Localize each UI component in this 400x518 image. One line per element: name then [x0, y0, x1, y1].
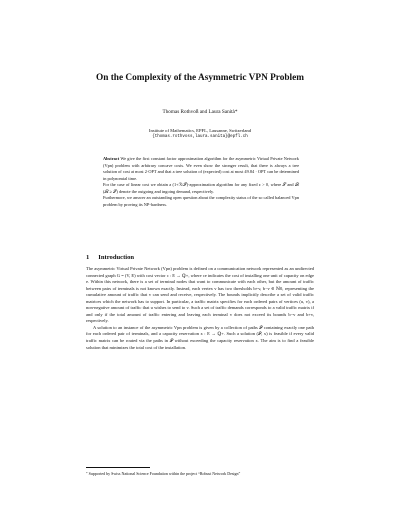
affiliation: Institute of Mathematics, EPFL, Lausanne, Switzerland: [148, 128, 252, 133]
section-title: Introduction: [98, 254, 135, 261]
footnote-divider: [86, 467, 150, 468]
body-paragraph: A solution to an instance of the asymmetric Vpn problem is given by a collection of paths 𝒫 containing exactly one path for each ordered pair of terminals, and a capacity reservation x : E → ℚ+. Such a solution (𝒫, x) is feasible if every valid traffic matrix can be routed via the paths in 𝒫 without exceeding the capacity reservation x. The aim is to find a feasible solution that minimizes the total cost of the installation.: [86, 324, 314, 350]
abstract-label: Abstract: [103, 156, 120, 161]
section-number: 1: [86, 254, 90, 261]
footnote-mark: *: [86, 471, 88, 475]
footnote-text: Supported by Swiss National Science Foundation within the project “Robust Network Design”: [88, 471, 241, 476]
author-list: Thomas Rothvoß and Laura Sanità*: [162, 109, 238, 115]
author-emails: {thomas.rothvoss,laura.sanita}@epfl.ch: [152, 135, 248, 140]
paper-title: On the Complexity of the Asymmetric VPN Problem: [95, 73, 305, 83]
abstract-paragraph: For the case of linear cost we obtain a (1+ℛ/𝒮)-approximation algorithm for any fixed ε > 0, where 𝒮 and ℛ (ℛ ≥ 𝒮) denote the outgoing and ingoing demand, respectively.: [103, 182, 299, 194]
abstract-paragraph: [103, 156, 299, 182]
body-paragraph: The asymmetric Virtual Private Network (Vpn) problem is defined on a communication network represented as an undirected connected graph G = (V, E) with cost vector c : E → ℚ+, where ce indicates the cost of installing one unit of capacity on edge e. Within this network, there is a set of terminal nodes that want to communicate with each other, but the amount of traffic between pairs of terminals is not known exactly. Instead, each vertex v has two thresholds b+v, b−v ∈ ℕ0, representing the cumulative amount of traffic that v can send and receive, respectively. The bounds implicitly describe a set of valid traffic matrices which the network has to support. In particular, a traffic matrix specifies for each ordered pairs of vertices (u, v), a non-negative amount of traffic that u wishes to send to v. Such a set of traffic demands corresponds to a valid traffic matrix if and only if the total amount of traffic entering and leaving each terminal v does not exceed its bounds b−v and b+v, respectively.: [86, 266, 314, 324]
abstract-paragraph: Furthermore, we answer an outstanding open question about the complexity status of the so called balanced Vpn problem by proving its NP-hardness.: [103, 195, 299, 207]
section-body: [86, 266, 314, 351]
abstract: [103, 156, 299, 208]
section-heading: [86, 253, 314, 262]
abstract-text: We give the first constant factor approximation algorithm for the asymmetric Virtual Private Network (Vpn) problem with arbitrary concave costs. We even show the stronger result, that there is always a tree solution of cost at most 2·OPT and that a tree solution of (expected) cost at most 49.84 · OPT can be determined in polynomial time.: [103, 156, 299, 181]
footnote: [86, 471, 314, 477]
affiliation-block: [70, 128, 330, 141]
